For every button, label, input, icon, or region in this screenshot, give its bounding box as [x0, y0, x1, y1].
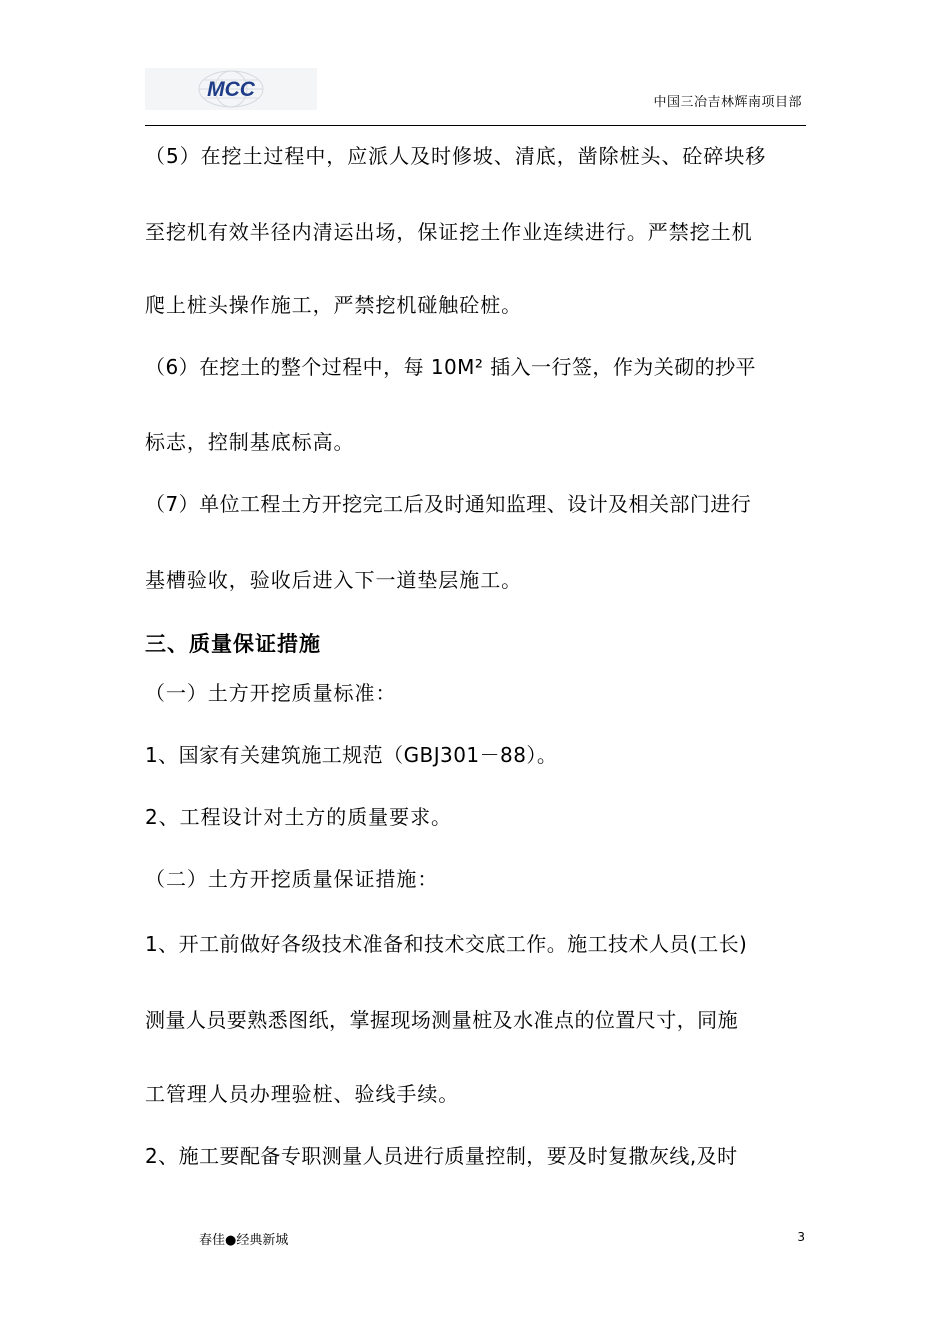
- body-line: （6）在挖土的整个过程中，每 10M² 插入一行签，作为关砌的抄平: [145, 355, 757, 379]
- body-line: 工管理人员办理验桩、验线手续。: [145, 1082, 460, 1106]
- body-line: （5）在挖土过程中，应派人及时修坡、清底，凿除桩头、砼碎块移: [145, 144, 767, 168]
- body-line: 爬上桩头操作施工，严禁挖机碰触砼桩。: [145, 293, 523, 317]
- body-line: 标志，控制基底标高。: [145, 430, 355, 454]
- section-heading: 三、质量保证措施: [145, 632, 321, 656]
- header-company-name: 中国三冶吉林辉南项目部: [653, 95, 802, 110]
- subsection-heading: （二）土方开挖质量保证措施：: [145, 867, 439, 891]
- body-line: 基槽验收，验收后进入下一道垫层施工。: [145, 568, 523, 592]
- body-line: 2、工程设计对土方的质量要求。: [145, 805, 452, 829]
- body-line: （7）单位工程土方开挖完工后及时通知监理、设计及相关部门进行: [145, 492, 752, 516]
- subsection-heading: （一）土方开挖质量标准：: [145, 681, 397, 705]
- footer-project-name: 春佳●经典新城: [199, 1233, 289, 1248]
- page-number: 3: [797, 1230, 805, 1244]
- logo-text: MCC: [207, 78, 255, 101]
- body-line: 1、开工前做好各级技术准备和技术交底工作。施工技术人员(工长): [145, 932, 748, 956]
- company-logo: [145, 68, 317, 110]
- mcc-logo-icon: [145, 68, 317, 110]
- body-line: 至挖机有效半径内清运出场，保证挖土作业连续进行。严禁挖土机: [145, 220, 753, 244]
- body-line: 测量人员要熟悉图纸，掌握现场测量桩及水准点的位置尺寸，同施: [145, 1008, 739, 1032]
- body-line: 1、国家有关建筑施工规范（GBJ301－88）。: [145, 743, 558, 767]
- header-divider: [145, 125, 806, 126]
- body-line: 2、施工要配备专职测量人员进行质量控制，要及时复撒灰线,及时: [145, 1144, 738, 1168]
